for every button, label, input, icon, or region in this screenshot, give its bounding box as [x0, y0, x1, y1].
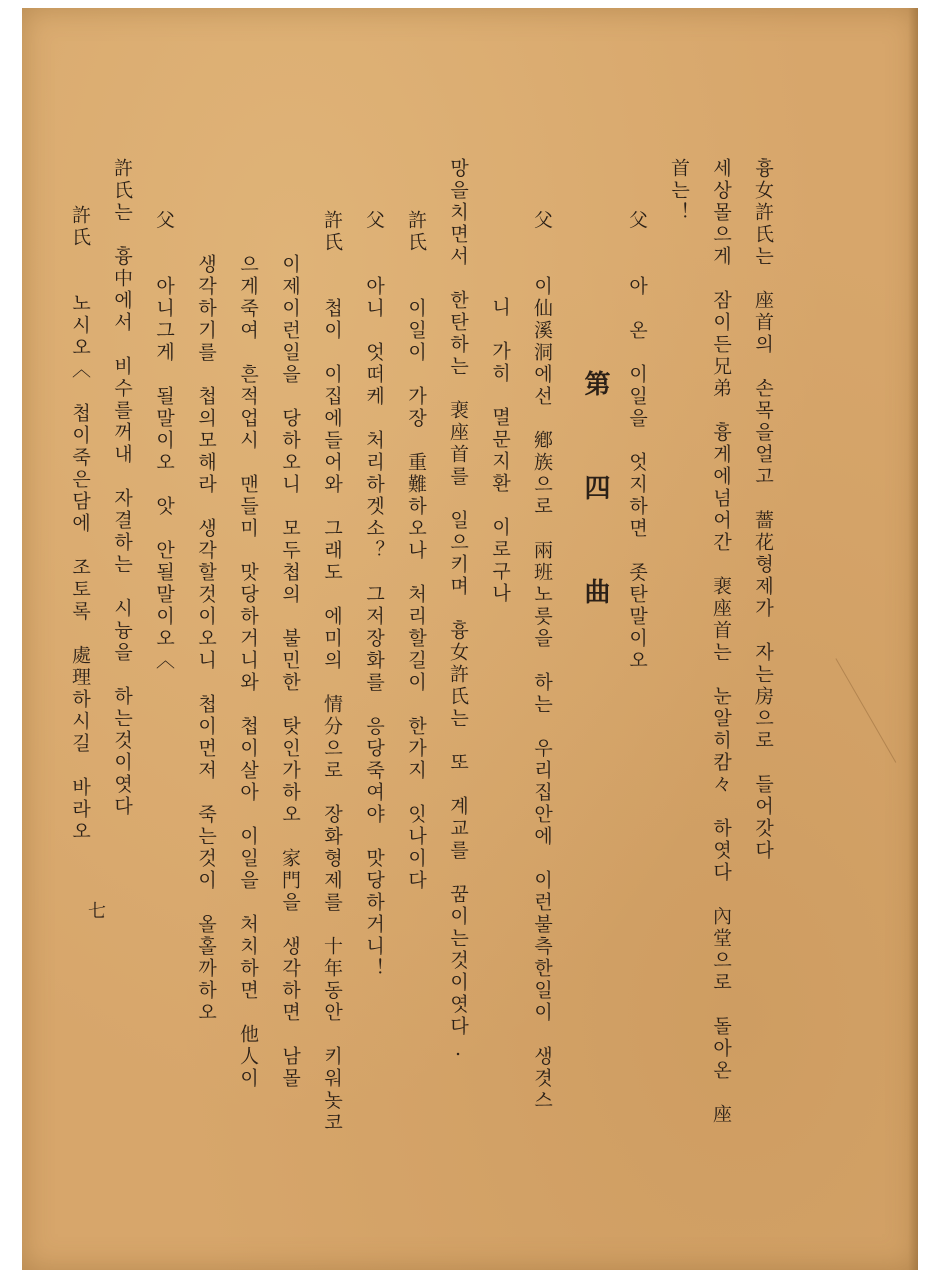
text-column-7: 망을치면서 한탄하는 裵座首를 일으키며 흉女許氏는 또 계교를 꿈이는것이엿다.	[447, 158, 469, 1063]
text-column-13: 생각하기를 첩의모해라 생각할것이오니 첩이먼저 죽는것이 올홀까하오	[195, 210, 217, 1024]
page-number: 七	[88, 901, 106, 922]
text-column-11: 이제이런일을 당하오니 모두첩의 불민한 탓인가하오 家門을 생각하면 남몰	[279, 210, 301, 1090]
text-column-15: 許氏는 흉中에서 비수를꺼내 자결하는 시늉을 하는것이엿다	[111, 158, 133, 818]
text-column-14: 父 아니그게 될말이오 앗 안될말이오〈	[153, 210, 175, 672]
text-column-8: 許氏 이일이 가장 重難하오나 처리할길이 한가지 잇나이다	[405, 210, 427, 892]
text-column-6: 니 가히 멸문지환 이로구나	[489, 297, 511, 605]
text-column-12: 으게죽여 흔적업시 맨들미 맛당하거니와 첩이살아 이일을 처치하면 他人이	[237, 210, 259, 1090]
paper-crease	[835, 633, 934, 762]
text-column-10: 許氏 첩이 이집에들어와 그래도 에미의 情分으로 장화형제를 十年동안 키워놋코	[321, 210, 343, 1134]
text-column-1: 흉女許氏는 座首의 손목을얼고 薔花형제가 자는房으로 들어갓다	[752, 158, 774, 862]
text-column-2: 세상몰으게 잠이든兄弟 흉게에넘어간 裵座首는 눈알히캄々 하엿다 內堂으로 돌아온 座	[710, 158, 732, 1126]
text-column-9: 父 아니 엇떠케 처리하겟소？ 그저장화를 응당죽여야 맛당하거니！	[363, 210, 385, 980]
section-heading: 第 四 曲	[580, 370, 610, 628]
text-column-3: 首는！	[668, 158, 690, 224]
text-column-5: 父 이仙溪洞에선 鄕族으로 兩班노릇을 하는 우리집안에 이런불측한일이 생겻스	[531, 210, 553, 1112]
text-column-4: 父 아 온 이일을 엇지하면 좃탄말이오	[626, 210, 648, 672]
page-edge-shadow	[908, 8, 918, 1270]
text-column-16: 許氏 노시오〈 첩이죽은담에 조토록 處理하시길 바라오	[69, 205, 91, 843]
